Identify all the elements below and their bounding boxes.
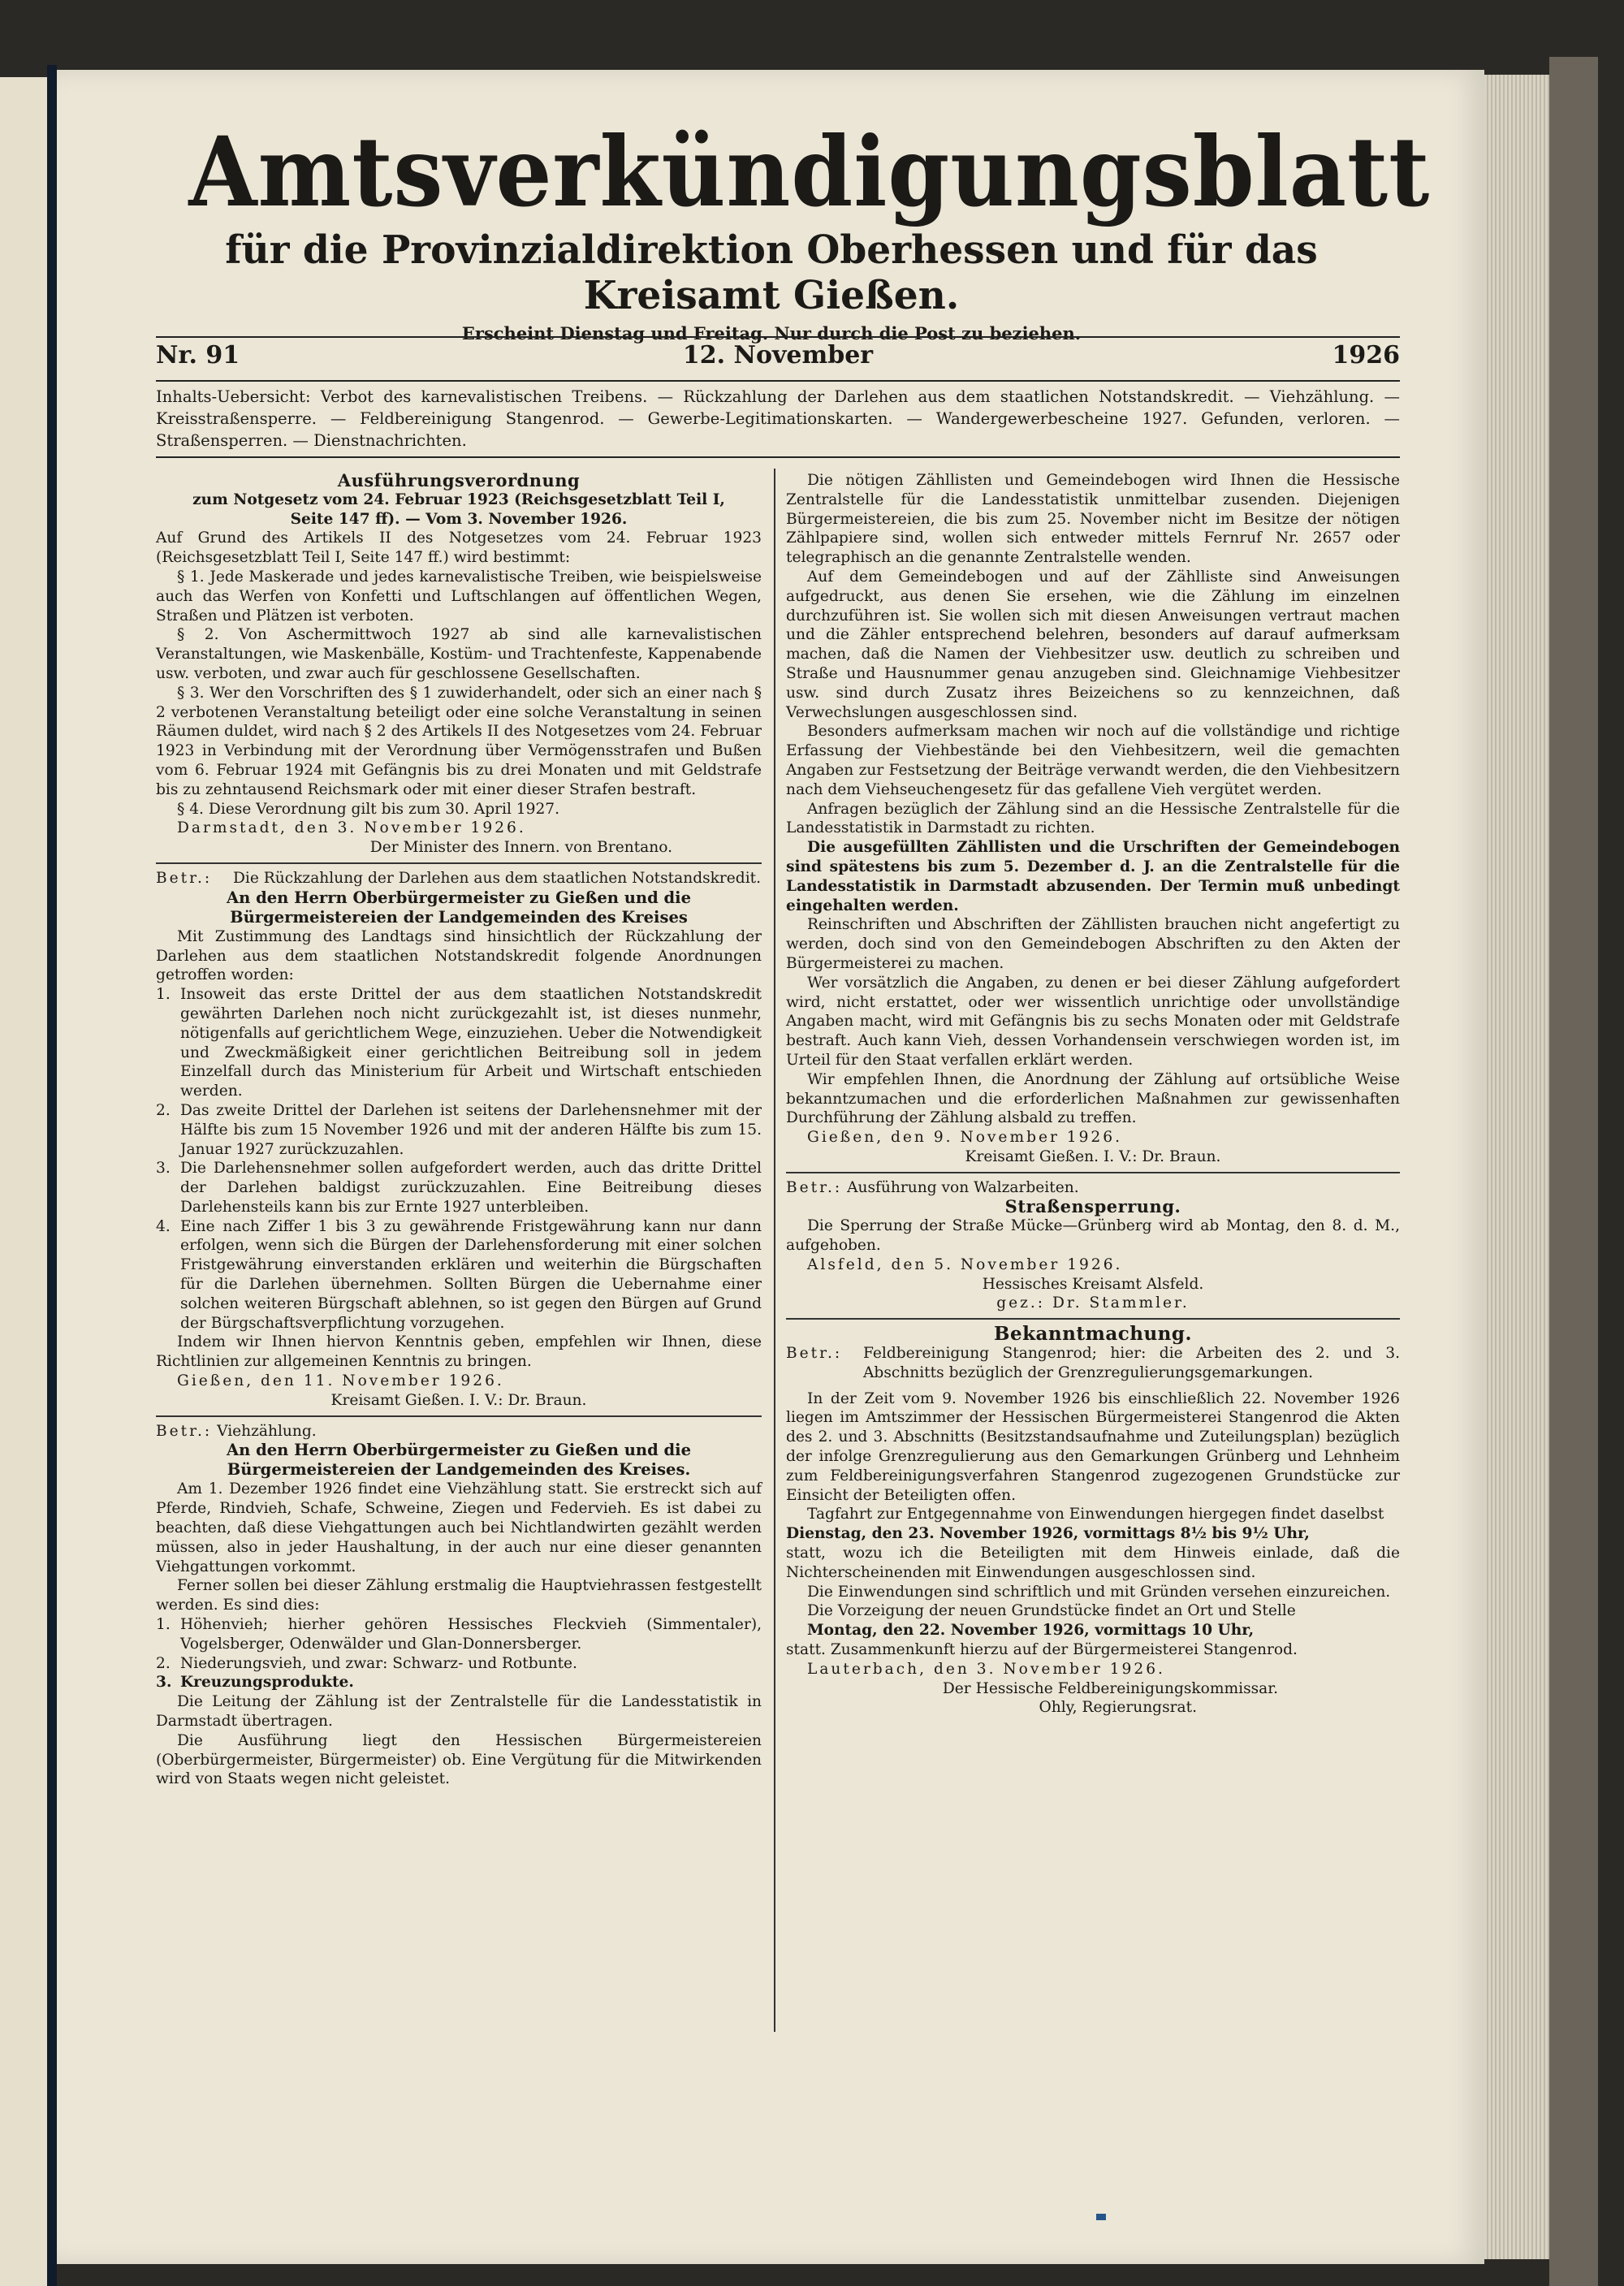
signature: Der Minister des Innern. von Brentano. [369, 839, 672, 857]
paragraph: Die Sperrung der Straße Mücke—Grünberg wird ab Montag, den 8. d. M., aufgehoben. [786, 1217, 1400, 1255]
list-text: Kreuzungsprodukte. [180, 1674, 354, 1692]
list-item [156, 1615, 762, 1654]
betreff-text: Viehzählung. [217, 1422, 317, 1440]
list-item [156, 1101, 762, 1159]
left-column [156, 471, 762, 1789]
address-heading: An den Herrn Oberbürgermeister zu Gießen und die Bürgermeistereien der Landgemeinden des Kreises. [227, 1441, 691, 1480]
list-number: 4. [156, 1217, 171, 1235]
betreff-line [156, 1422, 762, 1441]
paragraph: Mit Zustimmung des Landtags sind hinsichtlich der Rückzahlung der Darlehen aus dem staatlichen Notstandskredit folgende Anordnungen getroffen worden: [156, 927, 762, 984]
paragraph: § 1. Jede Maskerade und jedes karnevalistische Treiben, wie beispielsweise auch das Werfen von Konfetti und Luftschlangen auf öffentlichen Wegen, Straßen und Plätzen ist verboten. [156, 568, 762, 624]
paragraph: Die Vorzeigung der neuen Grundstücke findet an Ort und Stelle [807, 1602, 1296, 1620]
paragraph: § 2. Von Aschermittwoch 1927 ab sind alle karnevalistischen Veranstaltungen, wie Maskenbälle, Kostüm- und Trachtenfeste, Kappenabende usw. verboten, und zwar auch für geschlossene Gesellschaften. [156, 626, 762, 682]
toc-rule [156, 456, 1400, 458]
article-subheading: zum Notgesetz vom 24. Februar 1923 (Reichsgesetzblatt Teil I, Seite 147 ff). — Vom 3. November 1926. [192, 490, 725, 528]
spacer [786, 1383, 1400, 1389]
paragraph: Die Leitung der Zählung ist der Zentralstelle für die Landesstatistik in Darmstadt übertragen. [156, 1693, 762, 1731]
section-rule [156, 862, 762, 864]
list-text: Höhenvieh; hierher gehören Hessisches Fleckvieh (Simmentaler), Vogelsberger, Odenwälder und Glan-Donnersberger. [180, 1616, 762, 1653]
list-text: Insoweit das erste Drittel der aus dem staatlichen Notstandskredit gewährten Darlehen noch nicht zurückgezahlt ist, ist dieses nunmehr, nötigenfalls auf gerichtlichem Wege, einzuziehen. Ueber die Notwendigkeit und Zweckmäßigkeit einer gerichtlichen Beitreibung soll in jedem Einzelfall durch das Ministerium für Arbeit und Wirtschaft entschieden werden. [180, 986, 762, 1100]
paragraph: Die Einwendungen sind schriftlich und mit Gründen versehen einzureichen. [807, 1583, 1391, 1601]
paragraph: Besonders aufmerksam machen wir noch auf die vollständige und richtige Erfassung der Viehbestände bei den Viehbesitzern, weil die gemachten Angaben zur Festsetzung der Beiträge verwandt werden, die den Viehbesitzern nach dem Viehseuchengesetz für das gefallene Vieh vergütet werden. [786, 723, 1400, 798]
paragraph: Am 1. Dezember 1926 findet eine Viehzählung statt. Sie erstreckt sich auf Pferde, Rindvieh, Schafe, Schweine, Ziegen und Federvieh. Es ist dabei zu beachten, daß diese Viehgattungen auch bei Nichtlandwirten gezählt werden müssen, also in jeder Haushaltung, in der auch nur eine dieser genannten Viehgattungen vorkommt. [156, 1480, 762, 1575]
issue-year: 1926 [1332, 341, 1400, 369]
section-rule [786, 1172, 1400, 1173]
paragraph: In der Zeit vom 9. November 1926 bis einschließlich 22. November 1926 liegen im Amtszimmer der Hessischen Bürgermeisterei Stangenrod die Akten des 2. und 3. Abschnitts (Besitzstandsaufnahme und Zuteilungsplan) bezüglich der infolge Grenzregulierung aus den Gemarkungen Grünberg und Lehnheim zum Feldbereinigungsverfahren Stangenrod zugezogenen Grundstücke zur Einsicht der Beteiligten offen. [786, 1389, 1400, 1504]
signature: gez.: Dr. Stammler. [996, 1294, 1190, 1312]
article-heading: Straßensperrung. [1004, 1196, 1181, 1217]
paragraph: Die Ausführung liegt den Hessischen Bürgermeistereien (Oberbürgermeister, Bürgermeister) ob. Eine Vergütung für die Mitwirkenden wird von Staats wegen nicht geleistet. [156, 1731, 762, 1788]
issue-line [156, 341, 1400, 377]
address-heading: An den Herrn Oberbürgermeister zu Gießen und die Bürgermeistereien der Landgemeinden des Kreises [227, 888, 691, 927]
paragraph: Auf Grund des Artikels II des Notgesetzes vom 24. Februar 1923 (Reichsgesetzblatt Teil I, Seite 147 ff.) wird bestimmt: [156, 529, 762, 567]
list-item [156, 1217, 762, 1333]
list-number: 3. [156, 1674, 172, 1692]
section-rule [786, 1318, 1400, 1320]
list-item [156, 1654, 762, 1674]
list-text: Das zweite Drittel der Darlehen ist seitens der Darlehensnehmer mit der Hälfte bis zum 15 November 1926 und mit der anderen Hälfte bis zum 15. Januar 1927 zurückzuzahlen. [180, 1101, 762, 1158]
paragraph: statt, wozu ich die Beteiligten mit dem Hinweis einlade, daß die Nichterscheinenden mit Einwendungen ausgeschlossen sind. [786, 1545, 1400, 1581]
place-date: Lauterbach, den 3. November 1926. [807, 1660, 1165, 1678]
list-item [156, 985, 762, 1101]
masthead-subtitle: für die Provinzialdirektion Oberhessen und für das Kreisamt Gießen. [225, 227, 1318, 318]
list-number: 2. [156, 1654, 171, 1672]
library-marker [1096, 2214, 1106, 2220]
list-text: Niederungsvieh, und zwar: Schwarz- und Rotbunte. [180, 1654, 577, 1672]
masthead-tagline: Erscheint Dienstag und Freitag. Nur durch die Post zu beziehen. [461, 322, 1082, 344]
paragraph: Anfragen bezüglich der Zählung sind an die Hessische Zentralstelle für die Landesstatistik in Darmstadt zu richten. [786, 800, 1400, 837]
list-item [156, 1159, 762, 1216]
right-column [786, 471, 1400, 1718]
section-rule [156, 1415, 762, 1417]
paragraph: Reinschriften und Abschriften der Zähllisten brauchen nicht angefertigt zu werden, doch sind von den Gemeindebogen Abschriften zu den Akten der Bürgermeisterei zu machen. [786, 916, 1400, 972]
betreff-line [786, 1344, 1400, 1383]
signature: Kreisamt Gießen. I. V.: Dr. Braun. [965, 1147, 1221, 1165]
book-cover-board [1549, 57, 1598, 2286]
issue-rule-bottom [156, 380, 1400, 382]
list-number: 1. [156, 1616, 171, 1634]
signature: Kreisamt Gießen. I. V.: Dr. Braun. [330, 1391, 587, 1409]
paragraph: § 4. Diese Verordnung gilt bis zum 30. April 1927. [177, 800, 560, 818]
paragraph: statt. Zusammenkunft hierzu auf der Bürgermeisterei Stangenrod. [786, 1641, 1298, 1659]
betreff-text: Feldbereinigung Stangenrod; hier: die Arbeiten des 2. und 3. Abschnitts bezüglich der Grenzregulierungsgemarkungen. [863, 1345, 1400, 1381]
column-divider [774, 469, 775, 2032]
appointment-line: Montag, den 22. November 1926, vormittags 10 Uhr, [807, 1622, 1255, 1640]
list-number: 2. [156, 1101, 171, 1119]
masthead [138, 115, 1431, 344]
list-number: 1. [156, 986, 171, 1004]
paragraph: Ferner sollen bei dieser Zählung erstmalig die Hauptviehrassen festgestellt werden. Es sind dies: [156, 1577, 762, 1614]
place-date: Gießen, den 11. November 1926. [177, 1372, 504, 1390]
masthead-rule-top [156, 336, 1400, 338]
paragraph: § 3. Wer den Vorschriften des § 1 zuwiderhandelt, oder sich an einer nach § 2 verbotenen Veranstaltung beteiligt oder eine solche Veranstaltung in seinen Räumen duldet, wird nach § 2 des Artikels II des Notgesetzes vom 24. Februar 1923 in Verbindung mit der Verordnung über Vermögensstrafen und Bußen vom 6. Februar 1924 mit Gefängnis bis zu drei Monaten und mit Geldstrafe bis zu zehntausend Reichsmark oder mit einer dieser Strafen bestraft. [156, 684, 762, 798]
signature: Hessisches Kreisamt Alsfeld. [982, 1275, 1204, 1293]
masthead-title: Amtsverkündigungsblatt [188, 115, 1431, 228]
paragraph: Tagfahrt zur Entgegennahme von Einwendungen hiergegen findet daselbst [807, 1506, 1384, 1523]
paragraph: Die nötigen Zähllisten und Gemeindebogen wird Ihnen die Hessische Zentralstelle für die Landesstatistik unmittelbar zusenden. Diejenigen Bürgermeistereien, die bis zum 25. November nicht im Besitze der nötigen Zählpapiere sind, wollen sich entweder mittels Fernruf Nr. 2657 oder telegraphisch an die genannte Zentralstelle wenden. [786, 472, 1400, 567]
list-text: Eine nach Ziffer 1 bis 3 zu gewährende Fristgewährung kann nur dann erfolgen, wenn sich die Bürgen der Darlehensforderung mit einer solchen Fristgewährung einverstanden erklären und weiterhin die Bürgschaften für die Darlehen übernehmen. Sollten Bürgen die Uebernahme einer solchen weiteren Bürgschaft ablehnen, so ist gegen den Bürgen auf Grund der Bürgschaftsverpflichtung vorzugehen. [180, 1217, 762, 1332]
place-date: Darmstadt, den 3. November 1926. [177, 819, 526, 837]
betreff-text: Die Rückzahlung der Darlehen aus dem staatlichen Notstandskredit. [233, 869, 762, 887]
signature: Ohly, Regierungsrat. [1039, 1699, 1197, 1717]
paragraph-emphasis: Die ausgefüllten Zähllisten und die Urschriften der Gemeindebogen sind spätestens bis zum 5. Dezember d. J. an die Zentralstelle für die Landesstatistik in Darmstadt abzusenden. Der Termin muß unbedingt eingehalten werden. [786, 839, 1400, 914]
betreff-label: Betr.: [156, 869, 213, 887]
betreff-label: Betr.: [156, 1422, 213, 1440]
book-binding [47, 65, 57, 2286]
facing-page-edge [0, 77, 50, 2286]
betreff-text: Ausführung von Walzarbeiten. [847, 1178, 1079, 1196]
list-item [156, 1673, 762, 1692]
appointment-line: Dienstag, den 23. November 1926, vormittags 8½ bis 9½ Uhr, [786, 1525, 1310, 1543]
issue-number: Nr. 91 [156, 341, 240, 369]
signature: Der Hessische Feldbereinigungskommissar. [942, 1679, 1278, 1697]
betreff-label: Betr.: [786, 1345, 843, 1363]
article-heading: Ausführungsverordnung [337, 470, 581, 490]
betreff-line [156, 869, 762, 888]
list-text: Die Darlehensnehmer sollen aufgefordert werden, auch das dritte Drittel der Darlehen baldigst zurückzuzahlen. Eine Beitreibung dieses Darlehensteils kann bis zur Ernte 1927 unterbleiben. [180, 1160, 762, 1216]
page-stack-edge [1484, 75, 1551, 2259]
betreff-line [786, 1178, 1400, 1198]
article-heading: Bekanntmachung. [994, 1323, 1192, 1346]
place-date: Alsfeld, den 5. November 1926. [807, 1255, 1123, 1273]
table-of-contents: Inhalts-Uebersicht: Verbot des karnevalistischen Treibens. — Rückzahlung der Darlehen aus dem staatlichen Notstandskredit. — Viehzählung. — Kreisstraßensperre. — Feldbereinigung Stangenrod. — Gewerbe-Legitimationskarten. — Wandergewerbescheine 1927. Gefunden, verloren. — Straßensperren. — Dienstnachrichten. [156, 387, 1400, 450]
place-date: Gießen, den 9. November 1926. [807, 1129, 1123, 1147]
list-number: 3. [156, 1160, 171, 1178]
paragraph: Auf dem Gemeindebogen und auf der Zählliste sind Anweisungen aufgedruckt, aus denen Sie ersehen, wie die Zählung im einzelnen durchzuführen ist. Sie wollen sich mit diesen Anweisungen vertraut machen und die Zähler entsprechend belehren, besonders auf darauf aufmerksam machen, daß die Namen der Viehbesitzer usw. deutlich zu schreiben und Straße und Hausnummer genau anzugeben sind. Gleichnamige Viehbesitzer usw. sind durch Zusatz ihres Beizeichens so zu kennzeichnen, daß Verwechslungen ausgeschlossen sind. [786, 568, 1400, 721]
issue-date: 12. November [682, 341, 874, 369]
paragraph: Wir empfehlen Ihnen, die Anordnung der Zählung auf ortsübliche Weise bekanntzumachen und die erforderlichen Maßnahmen zur gewissenhaften Durchführung der Zählung alsbald zu treffen. [786, 1070, 1400, 1127]
paragraph: Indem wir Ihnen hiervon Kenntnis geben, empfehlen wir Ihnen, diese Richtlinien zur allgemeinen Kenntnis zu bringen. [156, 1333, 762, 1371]
paragraph: Wer vorsätzlich die Angaben, zu denen er bei dieser Zählung aufgefordert wird, nicht erstattet, oder wer wissentlich unrichtige oder unvollständige Angaben macht, wird mit Gefängnis bis zu sechs Monaten oder mit Geldstrafe bestraft. Auch kann Vieh, dessen Vorhandensein verschwiegen worden ist, im Urteil für den Staat verfallen erklärt werden. [786, 974, 1400, 1069]
betreff-label: Betr.: [786, 1178, 843, 1196]
